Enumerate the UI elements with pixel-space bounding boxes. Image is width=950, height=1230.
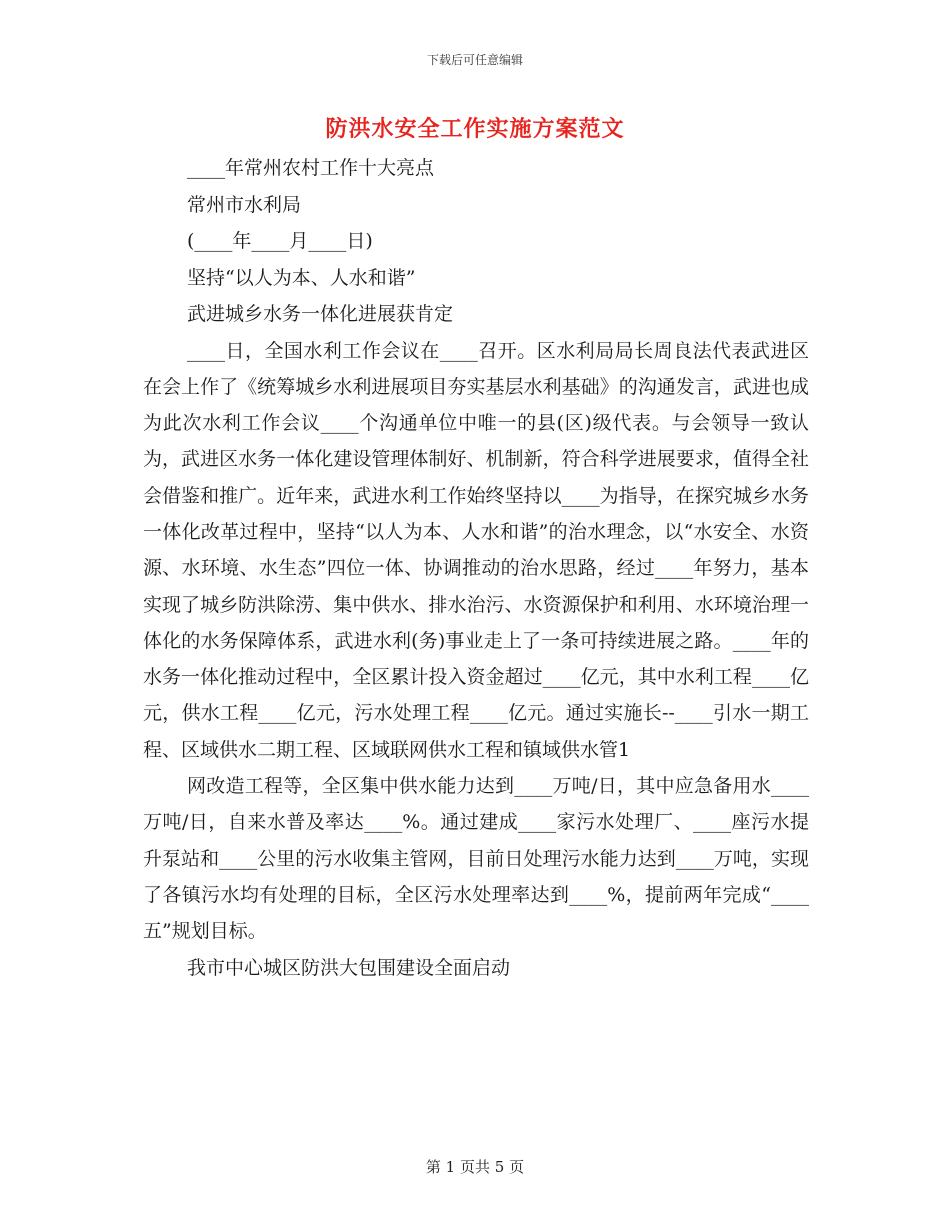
body-paragraph-1: ____日，全国水利工作会议在____召开。区水利局局长周良法代表武进区在会上作了《统筹城乡水利进展项目夯实基层水利基础》的沟通发言，武进也成为此次水利工作会议____个沟通单位中唯一的县(区)级代表。与会领导一致认为，武进区水务一体化建设管理体制好、机制新，符合科学进展要求，值得全社会借鉴和推广。近年来，武进水利工作始终坚持以____为指导，在探究城乡水务一体化改革过程中，坚持“以人为本、人水和谐”的治水理念，以“水安全、水资源、水环境、水生态”四位一体、协调推动的治水思路，经过____年努力，基本实现了城乡防洪除涝、集中供水、排水治污、水资源保护和利用、水环境治理一体化的水务保障体系，武进水利(务)事业走上了一条可持续进展之路。____年的水务一体化推动过程中，全区累计投入资金超过____亿元，其中水利工程____亿元，供水工程____亿元，污水处理工程____亿元。通过实施长--____引水一期工程、区域供水二期工程、区域联网供水工程和镇域供水管1: [143, 339, 809, 761]
document-body: [143, 150, 809, 986]
heading-line-1: ____年常州农村工作十大亮点: [187, 157, 435, 179]
body-paragraph-2: 网改造工程等，全区集中供水能力达到____万吨/日，其中应急备用水____万吨/日，自来水普及率达____%。通过建成____家污水处理厂、____座污水提升泵站和____公里的污水收集主管网，目前日处理污水能力达到____万吨，实现了各镇污水均有处理的目标，全区污水处理率达到____%，提前两年完成“____五”规划目标。: [143, 775, 809, 943]
page-header-note: 下载后可任意编辑: [426, 53, 523, 67]
page-number-footer: 第 1 页共 5 页: [425, 1158, 525, 1176]
closing-line: 我市中心城区防洪大包围建设全面启动: [187, 956, 511, 979]
date-line: (____年____月____日): [187, 230, 373, 252]
subheading-line-1: 坚持“以人为本、人水和谐”: [187, 266, 416, 289]
document-title: 防洪水安全工作实施方案范文: [325, 116, 625, 142]
subheading-line-2: 武进城乡水务一体化进展获肯定: [187, 303, 454, 325]
author-line: 常州市水利局: [187, 193, 302, 216]
